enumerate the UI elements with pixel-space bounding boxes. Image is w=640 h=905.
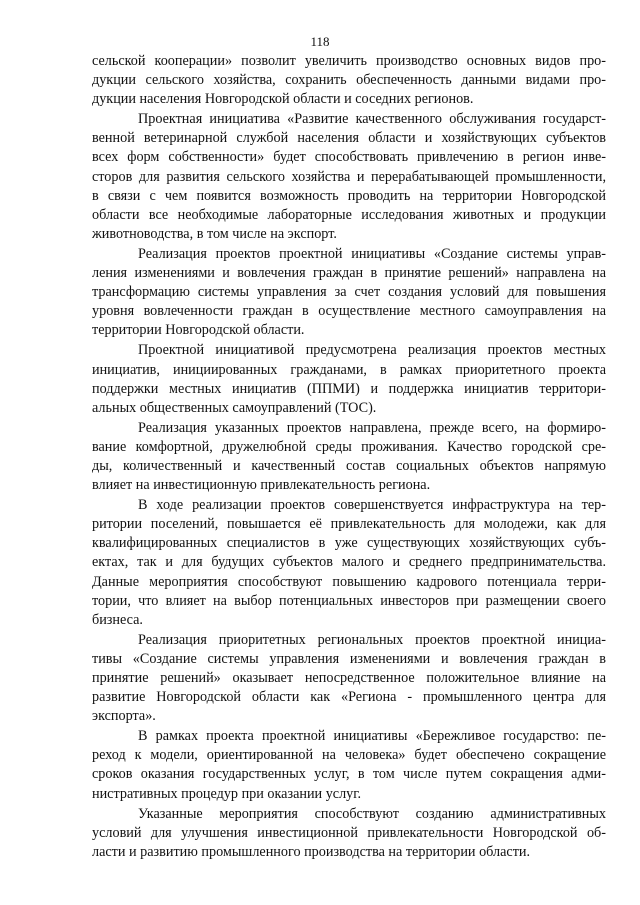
paragraph <box>92 52 606 109</box>
paragraph <box>92 805 606 862</box>
text-line: вание комфортной, дружелюбной среды проживания. Качество городской сре- <box>92 438 606 455</box>
text-line: животноводства, в том числе на экспорт. <box>92 225 337 242</box>
paragraph <box>92 110 606 244</box>
text-line: в связи с чем появится возможность проводить на территории Новгородской <box>92 187 606 204</box>
text-line: тивы «Создание системы управления изменениями и вовлечения граждан в <box>92 650 606 667</box>
text-line: экспорта». <box>92 708 156 725</box>
text-line: сроков оказания государственных услуг, в том числе путем сокращения адми- <box>92 766 606 783</box>
text-line: ектах, так и для будущих субъектов малого и среднего предпринимательства. <box>92 554 606 571</box>
text-line: принятие решений» оказывает непосредственное положительное влияние на <box>92 670 606 686</box>
text-line: развитие Новгородской области как «Региона - промышленного центра для <box>92 689 606 706</box>
text-line: условий для улучшения инвестиционной привлекательности Новгородской об- <box>92 824 606 841</box>
text-line: В рамках проекта проектной инициативы «Бережливое государство: пе- <box>138 728 606 745</box>
text-line: ления изменениями и вовлечения граждан в принятие решений» направлена на <box>92 265 606 282</box>
text-line: ласти и развитию промышленного производства на территории области. <box>92 843 531 860</box>
text-line: территории Новгородской области. <box>92 322 305 339</box>
text-line: реход к модели, ориентированной на человека» будет обеспечено сокращение <box>92 747 606 764</box>
text-line: Проектной инициативой предусмотрена реализация проектов местных <box>138 342 606 359</box>
text-line: сторов для развития сельского хозяйства и перерабатывающей промышленности, <box>92 168 606 185</box>
text-line: Данные мероприятия способствуют повышению кадрового потенциала терри- <box>92 573 606 590</box>
text-line: Реализация указанных проектов направлена, прежде всего, на формиро- <box>138 419 606 436</box>
text-line: Проектная инициатива «Развитие качественного обслуживания государст- <box>138 111 606 128</box>
text-line: альных общественных самоуправлений (ТОС). <box>92 399 377 416</box>
text-line: дукции населения Новгородской области и соседних регионов. <box>92 91 474 108</box>
paragraph <box>92 631 606 726</box>
text-line: трансформацию системы управления за счет создания условий для повышения <box>92 284 606 301</box>
text-line: ритории поселений, повышается её привлекательность для молодежи, как для <box>92 516 606 533</box>
text-line: Реализация приоритетных региональных проектов проектной инициа- <box>138 631 606 648</box>
text-line: квалифицированных специалистов в уже существующих хозяйствующих субъ- <box>92 535 606 552</box>
paragraph <box>92 245 606 340</box>
text-line: области все необходимые лабораторные исследования животных и продукции <box>92 206 606 223</box>
text-line: поддержки местных инициатив (ППМИ) и поддержка инициатив территори- <box>92 380 606 397</box>
text-line: бизнеса. <box>92 611 143 628</box>
paragraph <box>92 727 606 803</box>
text-line: нистративных процедур при оказании услуг. <box>92 785 362 802</box>
text-line: уровня вовлеченности граждан в осуществление местного самоуправления на <box>92 303 606 320</box>
text-line: сельской кооперации» позволит увеличить производство основных видов про- <box>92 53 606 69</box>
text-line: всех форм собственности» будет способствовать привлечению в регион инве- <box>92 149 606 166</box>
text-line: Указанные мероприятия способствуют созданию административных <box>138 805 606 822</box>
paragraph <box>92 419 606 495</box>
text-line: В ходе реализации проектов совершенствуется инфраструктура на тер- <box>138 497 606 514</box>
text-line: инициатив, инициированных гражданами, в рамках приоритетного проекта <box>92 361 606 378</box>
text-line: Реализация проектов проектной инициативы «Создание системы управ- <box>138 245 606 262</box>
text-line: тории, что влияет на выбор потенциальных инвесторов при размещении своего <box>92 592 606 609</box>
paragraph <box>92 341 606 417</box>
text-line: влияет на инвестиционную привлекательность региона. <box>92 477 431 494</box>
body-text <box>92 52 606 862</box>
page-number: 118 <box>310 34 330 49</box>
paragraph <box>92 496 606 630</box>
text-line: ды, количественный и качественный состав социальных объектов напрямую <box>92 457 606 474</box>
text-line: венной ветеринарной службой населения области и хозяйствующих субъектов <box>92 130 606 147</box>
text-line: дукции сельского хозяйства, сохранить обеспеченность данными видами про- <box>92 72 606 89</box>
